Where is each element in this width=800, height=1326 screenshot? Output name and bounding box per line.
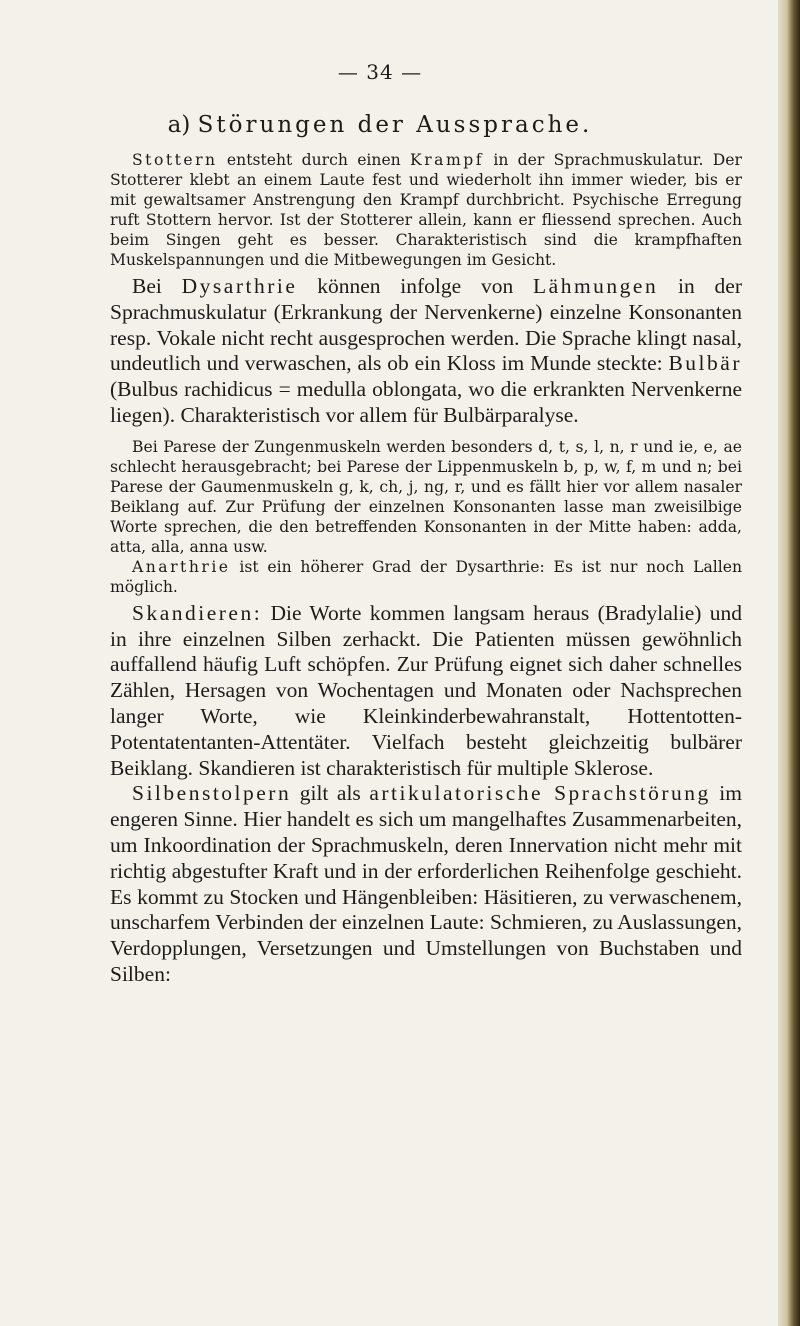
heading-prefix: a) (167, 112, 191, 138)
heading-title: Störungen der Aussprache. (197, 112, 593, 138)
paragraph-silbenstolpern: Silbenstolpern gilt als artikulatorische Sprachstörung im engeren Sinne. Hier handelt es sich um mangelhaftes Zusammenarbeiten, um Inkoordination der Sprachmuskeln, deren Innervation nicht mehr mit richtig abgestufter Kraft und in der erforderlichen Reihenfolge geschieht. Es kommt zu Stocken und Hängenbleiben: Häsitieren, zu verwaschenem, unscharfem Verbinden der einzelnen Laute: Schmieren, zu Auslassungen, Verdopplungen, Versetzungen und Umstellungen von Buchstaben und Silben: (110, 781, 742, 986)
paragraph-anarthrie: Anarthrie ist ein höherer Grad der Dysarthrie: Es ist nur noch Lallen möglich. (110, 557, 742, 596)
page-number: — 34 — (337, 60, 423, 84)
term-anarthrie: Anarthrie (132, 557, 231, 576)
emph-bulbaer: Bulbär (668, 351, 742, 376)
paragraph-stottern: Stottern entsteht durch einen Krampf in der Sprachmuskulatur. Der Stotterer klebt an einem Laute fest und wiederholt ihn immer wieder, bis er mit gewaltsamer Anstrengung den Krampf durchbricht. Psychische Erregung ruft Stottern hervor. Ist der Stotterer allein, kann er fliessend sprechen. Auch beim Singen geht es besser. Charakteristisch sind die krampfhaften Muskelspannungen und die Mitbewegungen im Gesicht. (110, 151, 742, 269)
term-stottern: Stottern (132, 151, 218, 169)
text-body (110, 150, 742, 988)
paragraph-parese: Bei Parese der Zungenmuskeln werden besonders d, t, s, l, n, r und ie, e, ae schlecht herausgebracht; bei Parese der Lippenmuskeln b, p, w, f, m und n; bei Parese der Gaumenmuskeln g, k, ch, j, ng, r, und es fällt hier vor allem nasaler Beiklang auf. Zur Prüfung der einzelnen Konsonanten lasse man zweisilbige Worte sprechen, die den betreffenden Konsonanten in der Mitte haben: adda, atta, alla, anna usw. (110, 437, 742, 556)
emph-krampf: Krampf (410, 151, 484, 169)
term-skandieren: Skandieren: (132, 600, 263, 625)
page-edge-shadow (778, 0, 800, 1326)
paragraph-dysarthrie: Bei Dysarthrie können infolge von Lähmungen in der Sprachmuskulatur (Erkrankung der Nervenkerne) einzelne Konsonanten resp. Vokale nicht recht ausgesprochen werden. Die Sprache klingt nasal, undeutlich und verwaschen, als ob ein Kloss im Munde steckte: Bulbär (Bulbus rachidicus = medulla oblongata, wo die erkrankten Nervenkerne liegen). Charakteristisch vor allem für Bulbärparalyse. (110, 274, 742, 427)
paragraph-skandieren: Skandieren: Die Worte kommen langsam heraus (Bradylalie) und in ihre einzelnen Silben zerhackt. Die Patienten müssen gewöhnlich auffallend häufig Luft schöpfen. Zur Prüfung eignet sich daher schnelles Zählen, Hersagen von Wochentagen und Monaten oder Nachsprechen langer Worte, wie Kleinkinderbewahranstalt, Hottentotten-Potentatentanten-Attentäter. Vielfach besteht gleichzeitig bulbärer Beiklang. Skandieren ist charakteristisch für multiple Sklerose. (110, 600, 742, 780)
term-dysarthrie: Dysarthrie (181, 274, 298, 298)
term-silbenstolpern: Silbenstolpern (132, 781, 292, 806)
emph-laehmungen: Lähmungen (533, 274, 659, 298)
emph-artikulatorische-sprachstoerung: artikulatorische Sprachstörung (369, 781, 711, 806)
section-heading (0, 112, 760, 138)
